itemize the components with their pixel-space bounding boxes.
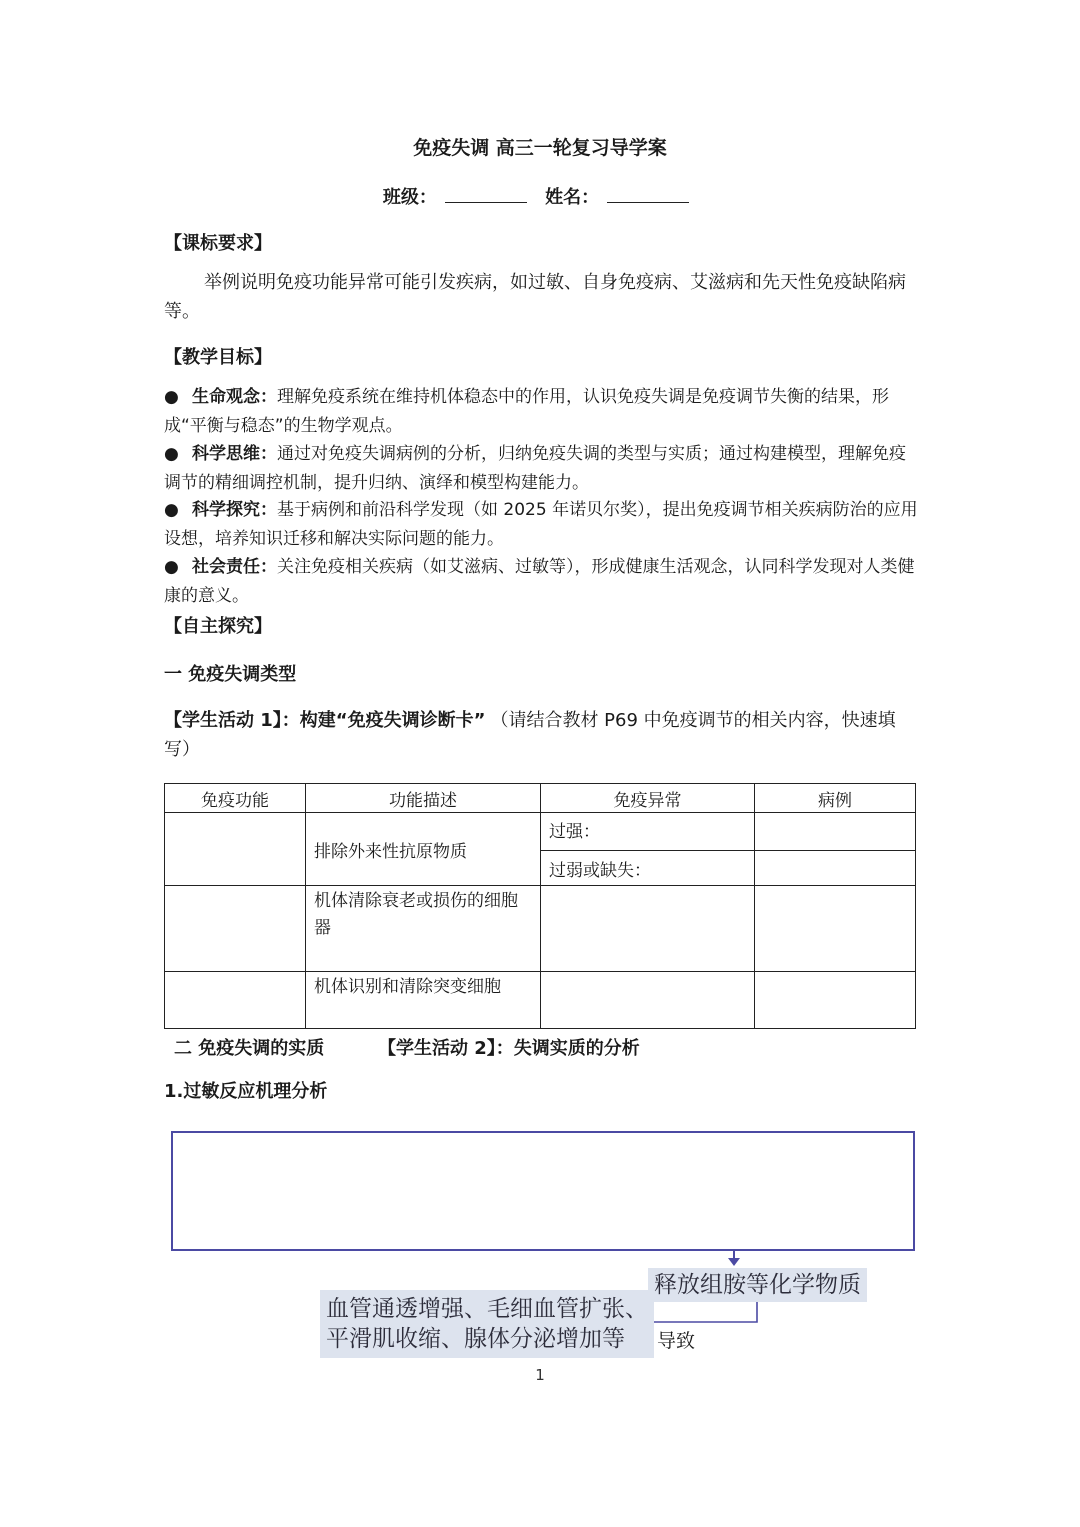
name-label: 姓名： [545, 187, 600, 208]
release-chemicals-box: 释放组胺等化学物质 [648, 1268, 867, 1302]
sub-heading-allergy: 1.过敏反应机理分析 [164, 1081, 328, 1102]
desc-cell: 机体识别和清除突变细胞 [306, 972, 541, 1029]
header-function-desc: 功能描述 [306, 784, 541, 813]
bullet-icon: ● [164, 387, 179, 407]
effects-line: 血管通透增强、毛细血管扩张、 [326, 1296, 648, 1322]
goal-text: 关注免疫相关疾病（如艾滋病、过敏等），形成健康生活观念，认同科学发现对人类健康的意义。 [164, 557, 915, 606]
header-case: 病例 [755, 784, 916, 813]
class-label: 班级： [382, 187, 437, 208]
abnormal-cell[interactable]: 过弱或缺失： [541, 851, 755, 886]
goal-label: 科学探究： [192, 500, 277, 520]
document-title: 免疫失调 高三一轮复习导学案 [413, 137, 667, 159]
activity1-label: 【学生活动 1】：构建“免疫失调诊断卡” [164, 710, 486, 731]
header-immune-function: 免疫功能 [165, 784, 306, 813]
section1-title: 一 免疫失调类型 [164, 664, 297, 685]
effects-box [320, 1290, 654, 1358]
goals-heading: 【教学目标】 [164, 347, 272, 368]
goal-text: 基于病例和前沿科学发现（如 2025 年诺贝尔奖），提出免疫调节相关疾病防治的应用设想，培养知识迁移和解决实际问题的能力。 [164, 500, 918, 549]
standard-heading: 【课标要求】 [164, 233, 272, 254]
goal-label: 科学思维： [192, 444, 277, 464]
goal-label: 生命观念： [192, 387, 277, 407]
activity2-label: 【学生活动 2】：失调实质的分析 [378, 1038, 640, 1059]
desc-cell: 排除外来性抗原物质 [306, 813, 541, 886]
header-immune-abnormal: 免疫异常 [541, 784, 755, 813]
activity1-note: （请结合教材 P69 中免疫调节的相关内容，快速填写） [164, 710, 896, 760]
effects-line: 平滑肌收缩、腺体分泌增加等 [326, 1326, 625, 1352]
desc-cell: 机体清除衰老或损伤的细胞器 [306, 886, 541, 972]
standard-text: 举例说明免疫功能异常可能引发疾病，如过敏、自身免疫病、艾滋病和先天性免疫缺陷病等。 [164, 272, 906, 322]
bullet-icon: ● [164, 557, 179, 577]
cause-connector [650, 1300, 757, 1322]
goal-text: 理解免疫系统在维持机体稳态中的作用，认识免疫失调是免疫调节失衡的结果，形成“平衡与稳态”的生物学观点。 [164, 387, 889, 436]
cause-label: 导致 [657, 1330, 696, 1352]
down-arrow-head-icon [728, 1258, 740, 1266]
explore-heading: 【自主探究】 [164, 616, 272, 637]
goal-text: 通过对免疫失调病例的分析，归纳免疫失调的类型与实质；通过构建模型，理解免疫调节的精细调控机制，提升归纳、演绎和模型构建能力。 [164, 444, 906, 493]
section2-title: 二 免疫失调的实质 [174, 1038, 325, 1059]
bullet-icon: ● [164, 444, 179, 464]
goal-label: 社会责任： [192, 557, 277, 577]
bullet-icon: ● [164, 500, 179, 520]
page-number: 1 [535, 1366, 545, 1384]
abnormal-cell[interactable]: 过强： [541, 813, 755, 851]
